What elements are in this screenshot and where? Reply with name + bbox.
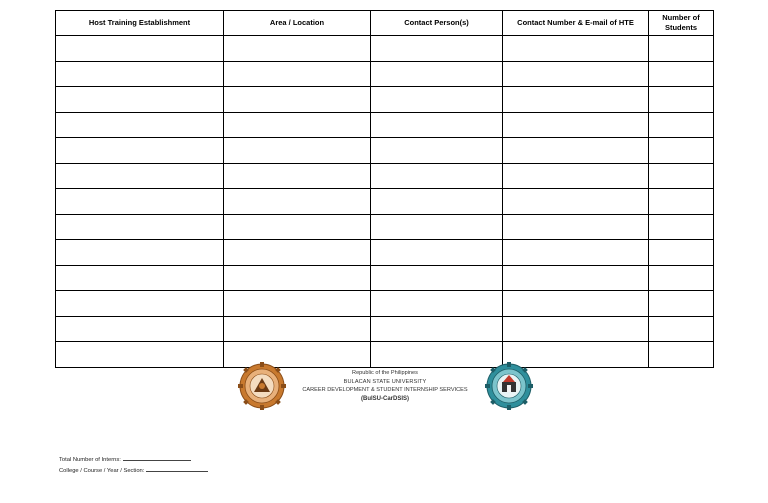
bulsu-seal-logo [238,362,286,415]
total-interns-label: Total Number of Interns: [59,457,121,463]
cell-number-of-students[interactable] [649,189,714,215]
cell-hte[interactable] [56,214,224,240]
cell-hte[interactable] [56,240,224,266]
table-row [56,61,714,87]
cell-area[interactable] [224,265,371,291]
footer [59,454,208,476]
cell-area[interactable] [224,240,371,266]
cell-hte[interactable] [56,316,224,342]
table-row [56,342,714,368]
cell-contact-person[interactable] [371,240,503,266]
cardsis-seal-logo [485,362,533,415]
cell-area[interactable] [224,189,371,215]
cell-contact-person[interactable] [371,342,503,368]
cell-contact-person[interactable] [371,36,503,62]
table-row [56,316,714,342]
header-contact-person: Contact Person(s) [371,11,503,36]
table-row [56,112,714,138]
cell-hte[interactable] [56,163,224,189]
cell-hte[interactable] [56,112,224,138]
cell-hte[interactable] [56,87,224,113]
cell-number-of-students[interactable] [649,214,714,240]
cell-contact-person[interactable] [371,87,503,113]
table-row [56,36,714,62]
cell-number-of-students[interactable] [649,240,714,266]
cell-number-of-students[interactable] [649,36,714,62]
cell-area[interactable] [224,138,371,164]
cell-contact-number[interactable] [503,61,649,87]
cell-number-of-students[interactable] [649,87,714,113]
header-area: Area / Location [224,11,371,36]
cell-number-of-students[interactable] [649,291,714,317]
letterhead [280,369,490,403]
cell-area[interactable] [224,316,371,342]
table-row [56,240,714,266]
table-header-row [56,11,714,36]
cell-area[interactable] [224,163,371,189]
cell-number-of-students[interactable] [649,265,714,291]
cell-number-of-students[interactable] [649,342,714,368]
cell-hte[interactable] [56,291,224,317]
cell-contact-number[interactable] [503,87,649,113]
cell-hte[interactable] [56,189,224,215]
cell-number-of-students[interactable] [649,61,714,87]
table-row [56,163,714,189]
table-row [56,138,714,164]
cell-contact-person[interactable] [371,265,503,291]
cell-contact-number[interactable] [503,36,649,62]
cell-hte[interactable] [56,61,224,87]
gear-icon [485,362,533,410]
letterhead-university: BULACAN STATE UNIVERSITY [343,378,427,385]
table-row [56,189,714,215]
cell-contact-person[interactable] [371,214,503,240]
cell-hte[interactable] [56,138,224,164]
cell-contact-person[interactable] [371,138,503,164]
cell-contact-person[interactable] [371,112,503,138]
cell-area[interactable] [224,87,371,113]
total-interns-blank[interactable] [123,454,191,461]
college-section-line [59,465,208,476]
table-row [56,214,714,240]
cell-contact-number[interactable] [503,163,649,189]
college-section-label: College / Course / Year / Section: [59,468,145,474]
cell-contact-number[interactable] [503,189,649,215]
hte-table [55,10,714,368]
college-section-blank[interactable] [146,465,208,472]
cell-contact-number[interactable] [503,112,649,138]
cell-hte[interactable] [56,36,224,62]
cell-area[interactable] [224,61,371,87]
cell-hte[interactable] [56,265,224,291]
cell-contact-number[interactable] [503,240,649,266]
letterhead-acronym: (BulSU-CarDSIS) [360,395,409,402]
cell-area[interactable] [224,112,371,138]
cell-area[interactable] [224,291,371,317]
gear-icon [238,362,286,410]
cell-contact-number[interactable] [503,265,649,291]
cell-contact-number[interactable] [503,214,649,240]
cell-number-of-students[interactable] [649,163,714,189]
cell-area[interactable] [224,36,371,62]
total-interns-line [59,454,208,465]
cell-contact-person[interactable] [371,163,503,189]
cell-contact-person[interactable] [371,61,503,87]
table-row [56,265,714,291]
cell-contact-number[interactable] [503,291,649,317]
cell-contact-person[interactable] [371,316,503,342]
letterhead-republic: Republic of the Philippines [352,370,418,376]
letterhead-office: CAREER DEVELOPMENT & STUDENT INTERNSHIP SERVICES [302,387,468,393]
cell-number-of-students[interactable] [649,138,714,164]
cell-area[interactable] [224,214,371,240]
cell-number-of-students[interactable] [649,316,714,342]
cell-hte[interactable] [56,342,224,368]
header-contact-number: Contact Number & E-mail of HTE [503,11,649,36]
table-row [56,291,714,317]
cell-number-of-students[interactable] [649,112,714,138]
header-number-of-students: Number of Students [649,11,714,36]
cell-contact-number[interactable] [503,316,649,342]
cell-contact-number[interactable] [503,138,649,164]
cell-contact-person[interactable] [371,291,503,317]
table-row [56,87,714,113]
cell-contact-person[interactable] [371,189,503,215]
header-hte: Host Training Establishment [56,11,224,36]
